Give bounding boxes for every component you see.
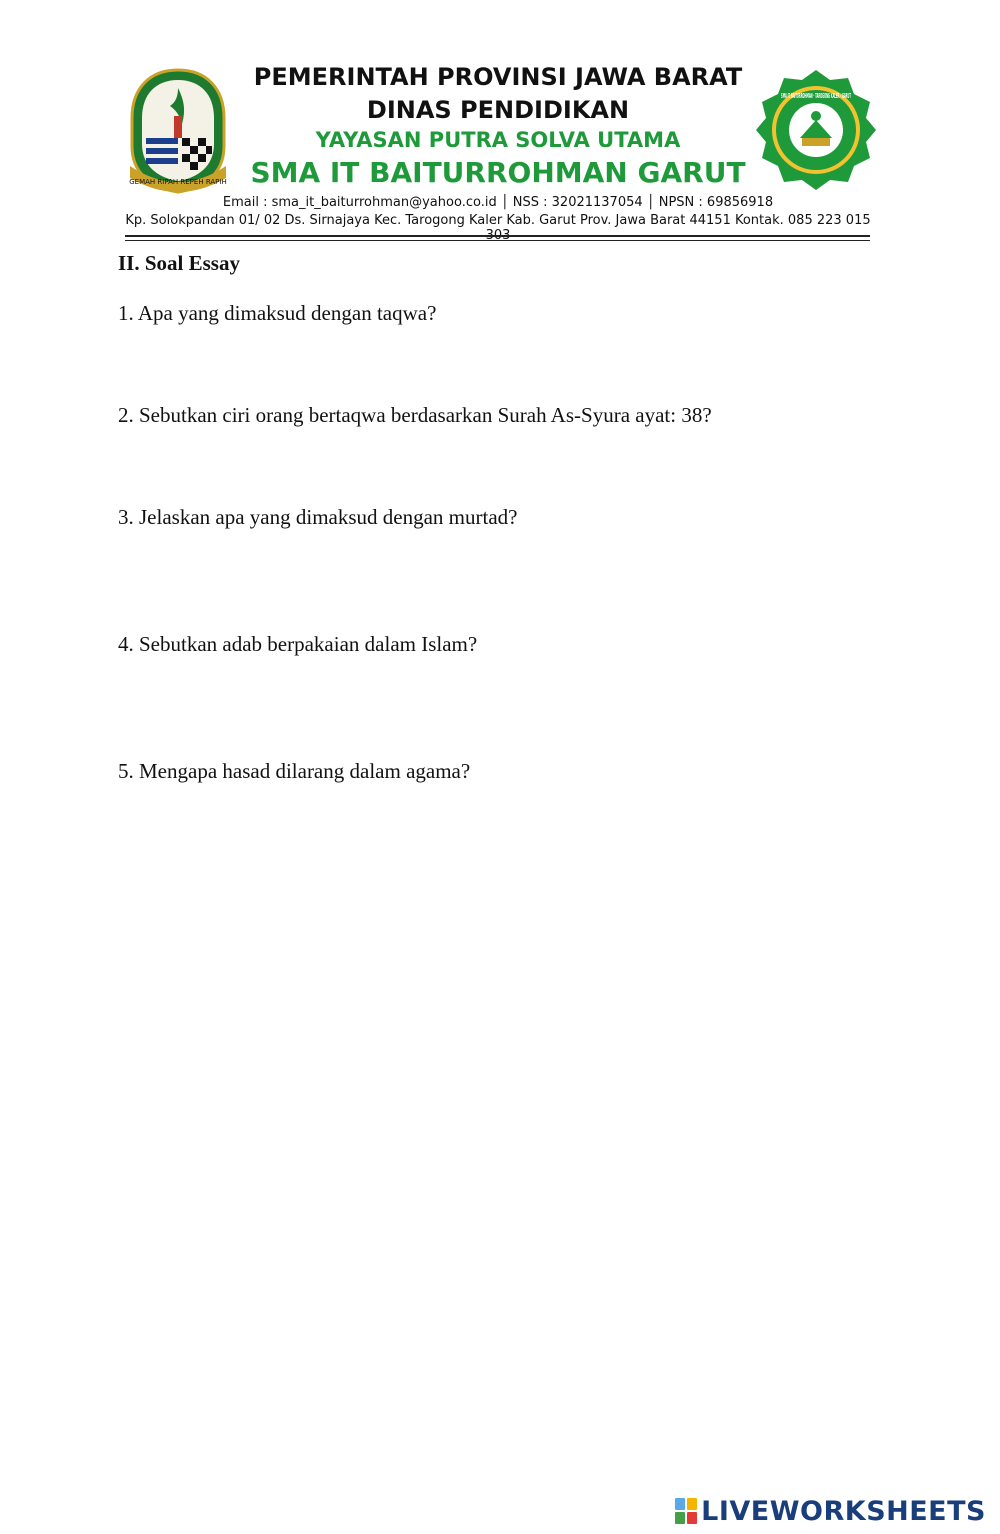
question-2: 2. Sebutkan ciri orang bertaqwa berdasarkan Surah As-Syura ayat: 38? xyxy=(118,403,712,427)
school-name: SMA IT BAITURROHMAN GARUT xyxy=(250,156,746,189)
school-address: Kp. Solokpandan 01/ 02 Ds. Sirnajaya Kec. Tarogong Kaler Kab. Garut Prov. Jawa Barat 44151 Kontak. 085 223 015 303 xyxy=(125,213,871,243)
liveworksheets-watermark xyxy=(675,1496,986,1526)
school-emblem-icon xyxy=(754,68,878,192)
west-java-emblem-icon xyxy=(126,66,230,196)
letterhead-rule-thin xyxy=(125,240,870,241)
government-name: PEMERINTAH PROVINSI JAWA BARAT xyxy=(253,63,743,91)
department-name: DINAS PENDIDIKAN xyxy=(366,96,630,124)
letterhead xyxy=(118,58,878,243)
foundation-name: YAYASAN PUTRA SOLVA UTAMA xyxy=(315,128,681,152)
watermark-text: LIVEWORKSHEETS xyxy=(701,1495,986,1527)
section-title: II. Soal Essay xyxy=(118,251,240,275)
question-1: 1. Apa yang dimaksud dengan taqwa? xyxy=(118,301,437,325)
question-4: 4. Sebutkan adab berpakaian dalam Islam? xyxy=(118,632,478,656)
question-3: 3. Jelaskan apa yang dimaksud dengan murtad? xyxy=(118,505,518,529)
question-5: 5. Mengapa hasad dilarang dalam agama? xyxy=(118,759,471,783)
liveworksheets-logo-icon xyxy=(675,1498,697,1524)
emblem-motto: GEMAH RIPAH REPEH RAPIH xyxy=(129,178,227,186)
emblem-ring-text: SMA IT BAITURROHMAN · TAROGONG KALER - GARUT xyxy=(781,92,852,100)
school-contact: Email : sma_it_baiturrohman@yahoo.co.id │ NSS : 32021137054 │ NPSN : 69856918 xyxy=(222,195,774,210)
letterhead-rule-thick xyxy=(125,235,870,237)
